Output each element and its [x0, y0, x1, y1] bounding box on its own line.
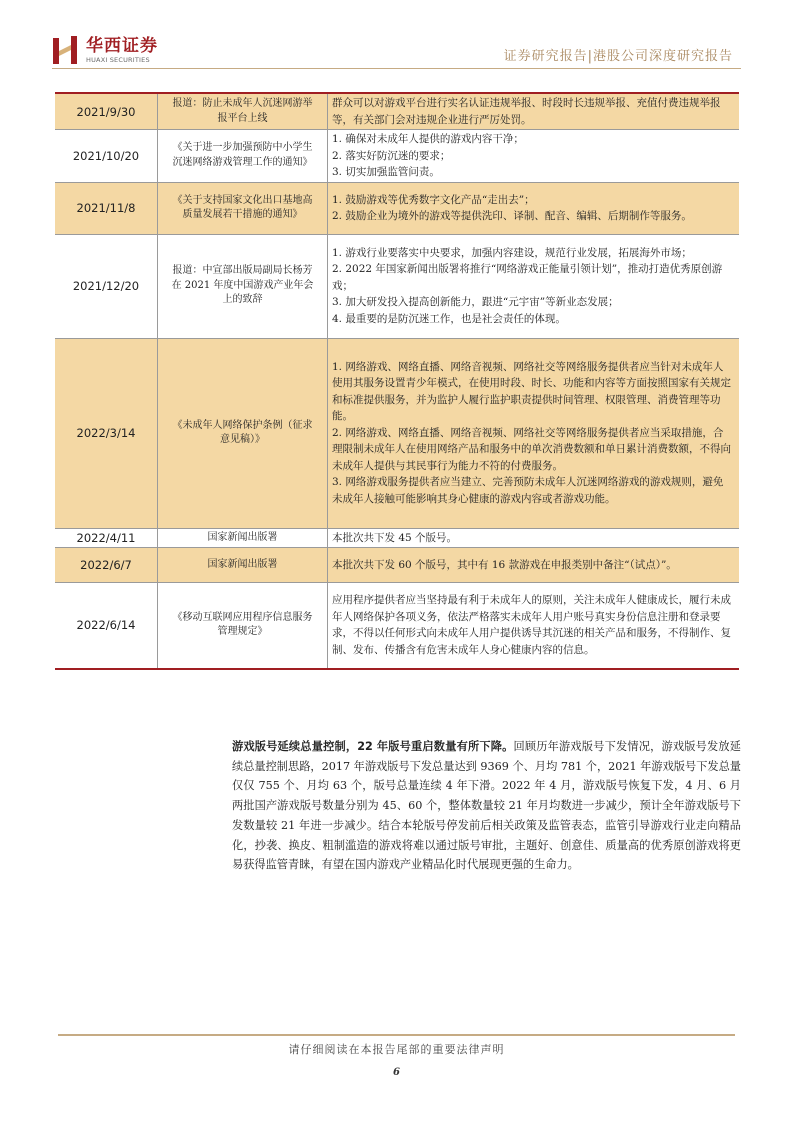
row-content	[328, 528, 740, 548]
row-date: 2022/6/7	[55, 548, 158, 583]
row-content	[328, 234, 740, 338]
content-line: 1. 鼓励游戏等优秀数字文化产品“走出去”；	[332, 193, 535, 206]
legal-notice: 请仔细阅读在本报告尾部的重要法律声明	[288, 1043, 505, 1056]
content-line: 3. 加大研发投入提高创新能力，跟进“元宇宙”等新业态发展；	[332, 296, 619, 309]
content-line: 4. 最重要的是防沉迷工作，也是社会责任的体现。	[332, 312, 566, 325]
content-line: 群众可以对游戏平台进行实名认证违规举报、时段时长违规举报、充值付费违规举报等，有关部门会对违规企业进行严厉处罚。	[332, 97, 721, 126]
analysis-paragraph	[232, 737, 741, 875]
table-row	[55, 93, 739, 130]
row-content	[328, 338, 740, 528]
row-policy-name: 《关于进一步加强预防中小学生沉迷网络游戏管理工作的通知》	[158, 130, 328, 183]
row-date: 2022/6/14	[55, 583, 158, 669]
content-line: 2. 2022 年国家新闻出版署将推行“网络游戏正能量引领计划”，推动打造优秀原创游戏；	[332, 263, 723, 292]
table-row	[55, 548, 739, 583]
content-line: 2. 鼓励企业为境外的游戏等提供洗印、译制、配音、编辑、后期制作等服务。	[332, 210, 692, 222]
huaxi-logo-icon	[52, 34, 80, 66]
row-policy-name: 《移动互联网应用程序信息服务管理规定》	[158, 583, 328, 669]
logo-text-cn: 华西证券	[86, 35, 158, 56]
row-content	[328, 93, 740, 130]
table-row	[55, 583, 739, 669]
table-row	[55, 528, 739, 548]
row-date: 2021/9/30	[55, 93, 158, 130]
row-date: 2021/11/8	[55, 182, 158, 234]
header-divider	[52, 68, 741, 69]
table-row	[55, 182, 739, 234]
content-line: 3. 网络游戏服务提供者应当建立、完善预防未成年人沉迷网络游戏的游戏规则，避免未成年人接触可能影响其身心健康的游戏内容或者游戏功能。	[332, 476, 724, 505]
footer-divider	[58, 1034, 735, 1036]
report-type: 证券研究报告|港股公司深度研究报告	[503, 49, 733, 64]
row-policy-name: 《关于支持国家文化出口基地高质量发展若干措施的通知》	[158, 182, 328, 234]
row-policy-name: 报道：防止未成年人沉迷网游举报平台上线	[158, 93, 328, 130]
content-line: 3. 切实加强监管问责。	[332, 166, 440, 178]
row-policy-name: 《未成年人网络保护条例（征求意见稿）》	[158, 338, 328, 528]
policy-table	[55, 92, 739, 670]
content-line: 1. 游戏行业要落实中央要求，加强内容建设，规范行业发展，拓展海外市场；	[332, 246, 692, 259]
page-number: 6	[393, 1067, 400, 1078]
content-line: 2. 网络游戏、网络直播、网络音视频、网络社交等网络服务提供者应当采取措施，合理限制未成年人在使用网络产品和服务中的单次消费数额和单日累计消费数额，不得向未成年人提供与其民事行为能力不符的付费服务。	[332, 426, 731, 472]
table-row	[55, 338, 739, 528]
content-line: 本批次共下发 45 个版号。	[332, 531, 458, 544]
content-line: 本批次共下发 60 个版号，其中有 16 款游戏在申报类别中备注“（试点）”。	[332, 558, 677, 571]
paragraph-lead: 游戏版号延续总量控制，22 年版号重启数量有所下降。	[232, 740, 514, 753]
paragraph-body: 回顾历年游戏版号下发情况，游戏版号发放延续总量控制思路，2017 年游戏版号下发总量达到 9369 个、月均 781 个，2021 年游戏版号下发总量仅仅 755 个、月均 63 个，版号总量连续 4 年下滑。2022 年 4 月，游戏版号恢复下发，4 月、6 月两批国产游戏版号数量分别为 45、60 个，整体数量较 21 年月均数进一步减少，预计全年游戏版号下发数量较 21 年进一步减少。结合本轮版号停发前后相关政策及监管表态，监管引导游戏行业走向精品化，抄袭、换皮、粗制滥造的游戏将难以通过版号审批，主题好、创意佳、质量高的优秀原创游戏将更易获得监管青睐，有望在国内游戏产业精品化时代展现更强的生命力。	[232, 740, 741, 872]
row-policy-name: 国家新闻出版署	[158, 548, 328, 583]
content-line: 1. 确保对未成年人提供的游戏内容干净；	[332, 133, 524, 145]
table-row	[55, 234, 739, 338]
row-date: 2022/3/14	[55, 338, 158, 528]
row-date: 2022/4/11	[55, 528, 158, 548]
content-line: 应用程序提供者应当坚持最有利于未成年人的原则，关注未成年人健康成长，履行未成年人网络保护各项义务，依法严格落实未成年人用户账号真实身份信息注册和登录要求，不得以任何形式向未成年人用户提供诱导其沉迷的相关产品和服务，不得制作、复制、发布、传播含有危害未成年人身心健康内容的信息。	[332, 594, 731, 656]
row-policy-name: 国家新闻出版署	[158, 528, 328, 548]
content-line: 1. 网络游戏、网络直播、网络音视频、网络社交等网络服务提供者应当针对未成年人使用其服务设置青少年模式，在使用时段、时长、功能和内容等方面按照国家有关规定和标准提供服务，并为监护人履行监护职责提供时间管理、权限管理、消费管理等功能。	[332, 360, 731, 423]
row-date: 2021/12/20	[55, 234, 158, 338]
logo-text-en: HUAXI SECURITIES	[86, 55, 150, 64]
brand-logo	[52, 34, 158, 66]
row-content	[328, 130, 740, 183]
row-content	[328, 548, 740, 583]
row-policy-name: 报道：中宣部出版局副局长杨芳在 2021 年度中国游戏产业年会上的致辞	[158, 234, 328, 338]
table-row	[55, 130, 739, 183]
row-content	[328, 583, 740, 669]
content-line: 2. 落实好防沉迷的要求；	[332, 149, 451, 162]
row-content	[328, 182, 740, 234]
row-date: 2021/10/20	[55, 130, 158, 183]
